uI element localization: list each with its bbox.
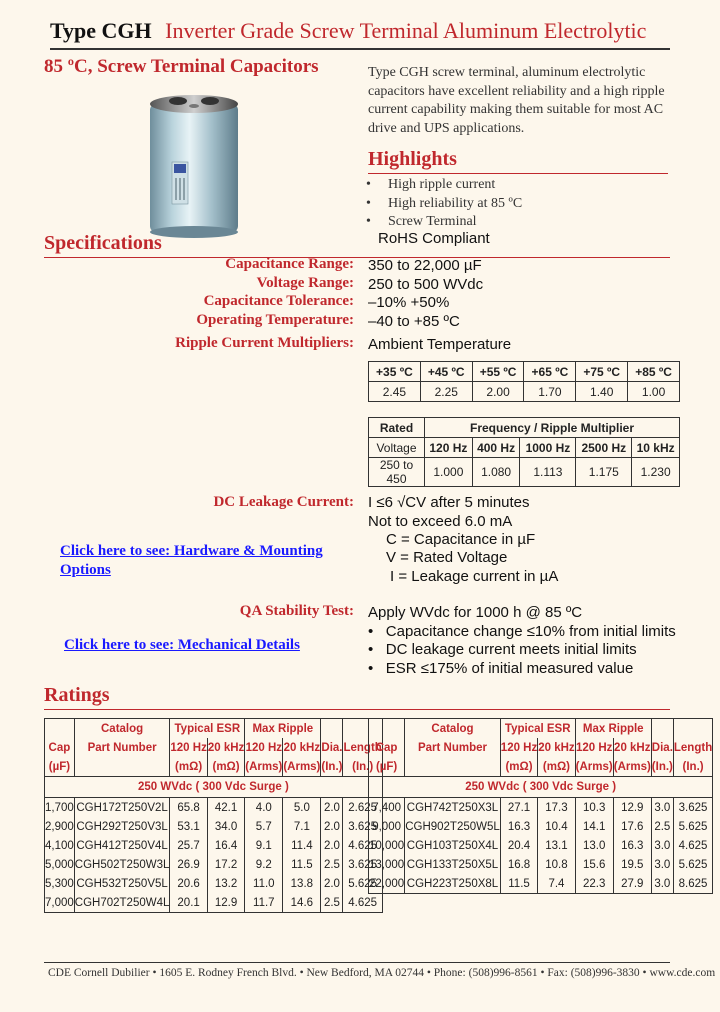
- table-cell: 27.1: [500, 798, 537, 818]
- table-header-row: [369, 757, 713, 777]
- table-cell: 12.9: [613, 798, 651, 818]
- capacitance-value: 350 to 22,000 µF: [368, 257, 482, 274]
- table-cell: 15.6: [575, 855, 613, 874]
- highlight-item: • Screw Terminal: [366, 213, 522, 232]
- temperature-multiplier-table: [368, 361, 680, 402]
- table-cell: 11.4: [283, 836, 321, 855]
- table-row: [45, 893, 383, 913]
- table-cell: 20.1: [170, 893, 207, 913]
- table-cell: 2.5: [321, 855, 343, 874]
- footer-divider: [44, 962, 670, 963]
- hardware-mounting-link[interactable]: Click here to see: Hardware & Mounting: [60, 543, 323, 559]
- table-cell: CGH223T250X8L: [405, 874, 501, 894]
- table-cell: 5,300: [45, 877, 74, 890]
- table-cell: 250 WVdc ( 300 Vdc Surge ): [465, 781, 617, 793]
- table-cell: 25.7: [170, 836, 207, 855]
- table-cell: 7,400: [369, 798, 405, 818]
- specifications-heading: Specifications: [44, 232, 162, 254]
- table-row: [45, 836, 383, 855]
- table-cell: CGH902T250W5L: [405, 817, 501, 836]
- table-cell: 12.9: [207, 893, 244, 913]
- table-cell: (Arms): [613, 757, 651, 777]
- table-cell: 2.5: [651, 817, 673, 836]
- table-cell: 10.3: [575, 798, 613, 818]
- table-cell: Length: [673, 738, 712, 757]
- table-cell: CGH292T250V3L: [74, 817, 170, 836]
- table-header-row: [45, 757, 383, 777]
- table-cell: 4.0: [245, 798, 283, 818]
- table-cell: 4.625: [673, 836, 712, 855]
- highlight-item: • High reliability at 85 ºC: [366, 195, 522, 214]
- table-cell: 5.625: [343, 874, 382, 893]
- table-cell: 19.5: [613, 855, 651, 874]
- table-cell: 22,000: [369, 877, 405, 890]
- qa-item-text: DC leakage current meets initial limits: [385, 641, 637, 658]
- ripple-label: Ripple Current Multipliers:: [175, 335, 354, 351]
- table-cell: 250 to 450: [369, 458, 425, 487]
- capacitor-photo: [142, 90, 246, 240]
- specifications-divider: [44, 257, 670, 258]
- temperature-label: Operating Temperature:: [196, 312, 354, 328]
- table-cell: 14.6: [283, 893, 321, 913]
- table-cell: [651, 719, 673, 739]
- table-cell: [321, 719, 343, 739]
- table-cell: 13.8: [283, 874, 321, 893]
- table-cell: 10.8: [538, 855, 575, 874]
- table-header-row: [45, 719, 383, 739]
- table-cell: 3.625: [343, 855, 382, 874]
- voltage-value: 250 to 500 WVdc: [368, 276, 484, 293]
- frequency-multiplier-table: [368, 417, 680, 487]
- table-row: [369, 798, 713, 818]
- table-cell: 13.0: [575, 836, 613, 855]
- intro-paragraph: Type CGH screw terminal, aluminum electrolytic capacitors have excellent reliability and a high ripple current capability making them suitable for most AC drive and UPS applications.: [368, 65, 665, 136]
- qa-label: QA Stability Test:: [239, 603, 354, 619]
- table-cell: CGH532T250V5L: [74, 874, 170, 893]
- table-cell: 2.45: [369, 382, 421, 402]
- page-subtitle: 85 ºC, Screw Terminal Capacitors: [44, 56, 319, 77]
- ratings-table-right: [368, 718, 713, 894]
- table-row: [369, 458, 680, 487]
- capacitance-label: Capacitance Range:: [225, 256, 354, 272]
- table-cell: 120 Hz: [170, 738, 207, 757]
- hardware-mounting-link-options[interactable]: Options: [60, 562, 111, 578]
- table-row: [45, 817, 383, 836]
- page-title: [50, 18, 646, 44]
- table-cell: 17.2: [207, 855, 244, 874]
- table-cell: 20 kHz: [538, 738, 575, 757]
- table-cell: 3.625: [673, 798, 712, 818]
- table-cell: 3.0: [651, 855, 673, 874]
- table-cell: 20 kHz: [283, 738, 321, 757]
- table-cell: 8.625: [673, 874, 712, 894]
- qa-item: • DC leakage current meets initial limits: [368, 641, 637, 658]
- table-cell: 1.230: [632, 458, 680, 487]
- table-cell: 1.000: [425, 458, 473, 487]
- ratings-heading: Ratings: [44, 684, 110, 706]
- table-cell: Voltage: [369, 438, 425, 458]
- table-cell: 9.2: [245, 855, 283, 874]
- table-cell: [405, 757, 501, 777]
- table-cell: Dia.: [321, 738, 343, 757]
- table-cell: Cap: [375, 741, 398, 754]
- table-cell: [369, 719, 405, 739]
- table-cell: 4.625: [343, 893, 382, 913]
- table-cell: 20.4: [500, 836, 537, 855]
- highlights-divider: [368, 173, 668, 174]
- table-cell: 2.25: [420, 382, 472, 402]
- table-cell: 34.0: [207, 817, 244, 836]
- table-cell: 1.113: [520, 458, 576, 487]
- table-cell: 27.9: [613, 874, 651, 894]
- table-cell: (In.): [343, 757, 382, 777]
- table-cell: 11.5: [500, 874, 537, 894]
- table-cell: Catalog: [405, 719, 501, 739]
- table-cell: 14.1: [575, 817, 613, 836]
- table-cell: 26.9: [170, 855, 207, 874]
- table-cell: 10.4: [538, 817, 575, 836]
- leakage-line: Not to exceed 6.0 mA: [368, 513, 513, 530]
- table-cell: 16.3: [500, 817, 537, 836]
- table-cell: CGH742T250X3L: [405, 798, 501, 818]
- ratings-table-left: [44, 718, 383, 913]
- qa-intro: Apply WVdc for 1000 h @ 85 ºC: [368, 604, 583, 621]
- surge-row: [369, 777, 713, 798]
- table-cell: Rated: [369, 418, 425, 438]
- highlight-item: • High ripple current: [366, 176, 522, 195]
- table-cell: (In.): [673, 757, 712, 777]
- table-cell: 20.6: [170, 874, 207, 893]
- table-cell: Cap: [48, 741, 71, 754]
- table-row: [369, 817, 713, 836]
- table-cell: 2,900: [45, 820, 74, 833]
- table-cell: 7,000: [45, 896, 74, 909]
- table-cell: 2.0: [321, 798, 343, 818]
- table-cell: 13,000: [369, 858, 405, 871]
- qa-item: • ESR ≤175% of initial measured value: [368, 660, 634, 677]
- table-cell: 42.1: [207, 798, 244, 818]
- table-cell: 9.1: [245, 836, 283, 855]
- leakage-line: I ≤6 √CV after 5 minutes: [368, 494, 530, 511]
- table-header-row: [369, 738, 713, 757]
- table-cell: 20 kHz: [207, 738, 244, 757]
- table-header-row: [369, 362, 680, 382]
- table-cell: 17.3: [538, 798, 575, 818]
- table-cell: 2500 Hz: [576, 438, 632, 458]
- table-cell: (µF): [369, 757, 405, 777]
- table-cell: 4,100: [45, 839, 74, 852]
- table-row: [369, 874, 713, 894]
- rohs-compliant: RoHS Compliant: [378, 230, 490, 247]
- table-cell: Catalog: [74, 719, 170, 739]
- table-row: [45, 798, 383, 818]
- table-cell: 17.6: [613, 817, 651, 836]
- table-cell: (In.): [321, 757, 343, 777]
- ratings-divider: [44, 709, 670, 710]
- table-cell: (Arms): [575, 757, 613, 777]
- table-cell: CGH502T250W3L: [74, 855, 170, 874]
- table-cell: 7.4: [538, 874, 575, 894]
- table-cell: 1.175: [576, 458, 632, 487]
- table-cell: 5.625: [673, 817, 712, 836]
- table-cell: [673, 719, 712, 739]
- surge-row: [45, 777, 383, 798]
- table-cell: 400 Hz: [472, 438, 520, 458]
- table-cell: +65 ºC: [524, 362, 576, 382]
- table-cell: 2.0: [321, 874, 343, 893]
- leakage-line: V = Rated Voltage: [386, 549, 508, 566]
- table-cell: 2.0: [321, 817, 343, 836]
- table-cell: (Arms): [245, 757, 283, 777]
- mechanical-details-link[interactable]: Click here to see: Mechanical Details: [64, 637, 300, 653]
- table-cell: +55 ºC: [472, 362, 524, 382]
- table-cell: 11.0: [245, 874, 283, 893]
- table-cell: 120 Hz: [500, 738, 537, 757]
- table-cell: 3.625: [343, 817, 382, 836]
- table-cell: 1000 Hz: [520, 438, 576, 458]
- table-cell: 2.5: [321, 893, 343, 913]
- table-cell: +75 ºC: [576, 362, 628, 382]
- table-cell: 11.5: [283, 855, 321, 874]
- table-cell: 22.3: [575, 874, 613, 894]
- footer-contact: CDE Cornell Dubilier • 1605 E. Rodney French Blvd. • New Bedford, MA 02744 • Phone: (508)996-8561 • Fax: (508)996-3830 • www.cde.com: [48, 967, 716, 979]
- table-cell: 11.7: [245, 893, 283, 913]
- table-cell: [45, 719, 75, 739]
- table-cell: 1.080: [472, 458, 520, 487]
- table-cell: Typical ESR: [170, 719, 245, 739]
- qa-item: • Capacitance change ≤10% from initial limits: [368, 623, 676, 640]
- table-cell: 20 kHz: [613, 738, 651, 757]
- table-cell: 13.1: [538, 836, 575, 855]
- leakage-label: DC Leakage Current:: [213, 494, 354, 510]
- table-cell: 1.00: [628, 382, 680, 402]
- table-cell: Dia.: [651, 738, 673, 757]
- table-cell: 1.70: [524, 382, 576, 402]
- table-cell: +35 ºC: [369, 362, 421, 382]
- table-cell: 4.625: [343, 836, 382, 855]
- table-cell: 10 kHz: [632, 438, 680, 458]
- highlights-heading: Highlights: [368, 148, 457, 170]
- table-cell: 53.1: [170, 817, 207, 836]
- table-cell: 120 Hz: [575, 738, 613, 757]
- table-cell: +45 ºC: [420, 362, 472, 382]
- qa-item-text: Capacitance change ≤10% from initial limits: [385, 623, 676, 640]
- table-cell: 1,700: [45, 798, 75, 818]
- table-cell: (mΩ): [170, 757, 207, 777]
- table-cell: Part Number: [74, 738, 170, 757]
- table-cell: CGH172T250V2L: [74, 798, 170, 818]
- table-cell: 5.7: [245, 817, 283, 836]
- tolerance-value: –10% +50%: [368, 294, 450, 311]
- table-cell: 16.4: [207, 836, 244, 855]
- table-cell: CGH133T250X5L: [405, 855, 501, 874]
- title-divider: [50, 48, 670, 50]
- table-cell: 3.0: [651, 836, 673, 855]
- series-title: Inverter Grade Screw Terminal Aluminum Electrolytic: [165, 18, 647, 43]
- table-row: [369, 382, 680, 402]
- table-cell: 2.0: [321, 836, 343, 855]
- table-cell: 65.8: [170, 798, 207, 818]
- table-cell: +85 ºC: [628, 362, 680, 382]
- table-cell: CGH412T250V4L: [74, 836, 170, 855]
- leakage-line: I = Leakage current in µA: [390, 568, 559, 585]
- table-cell: (µF): [45, 757, 75, 777]
- table-cell: 9,000: [372, 820, 401, 833]
- table-header-row: [369, 438, 680, 458]
- table-row: [45, 874, 383, 893]
- table-cell: Max Ripple: [575, 719, 651, 739]
- qa-item-text: ESR ≤175% of initial measured value: [385, 660, 634, 677]
- table-cell: 2.00: [472, 382, 524, 402]
- table-cell: 3.0: [651, 874, 673, 894]
- table-cell: 10,000: [369, 839, 405, 852]
- table-cell: 1.40: [576, 382, 628, 402]
- table-cell: (mΩ): [500, 757, 537, 777]
- table-cell: [74, 757, 170, 777]
- table-cell: 250 WVdc ( 300 Vdc Surge ): [137, 781, 289, 793]
- table-row: [45, 855, 383, 874]
- table-cell: Max Ripple: [245, 719, 321, 739]
- table-cell: Part Number: [405, 738, 501, 757]
- table-header-row: [369, 719, 713, 739]
- table-cell: 3.0: [651, 798, 673, 818]
- table-cell: Length: [343, 738, 382, 757]
- table-cell: (Arms): [283, 757, 321, 777]
- table-cell: (In.): [651, 757, 673, 777]
- table-cell: 7.1: [283, 817, 321, 836]
- leakage-line: C = Capacitance in µF: [386, 531, 536, 548]
- table-header-row: [45, 738, 383, 757]
- table-cell: Frequency / Ripple Multiplier: [425, 418, 680, 438]
- table-cell: Typical ESR: [500, 719, 575, 739]
- table-cell: 2.625: [343, 798, 382, 818]
- table-cell: CGH103T250X4L: [405, 836, 501, 855]
- table-row: [369, 855, 713, 874]
- table-cell: (mΩ): [538, 757, 575, 777]
- table-cell: CGH702T250W4L: [74, 893, 170, 913]
- table-cell: 16.8: [500, 855, 537, 874]
- table-cell: 13.2: [207, 874, 244, 893]
- table-header-row: [369, 418, 680, 438]
- highlights-list: [366, 176, 522, 232]
- table-cell: 5,000: [45, 858, 74, 871]
- ripple-value: Ambient Temperature: [368, 336, 512, 353]
- table-cell: (mΩ): [207, 757, 244, 777]
- temperature-value: –40 to +85 ºC: [368, 313, 460, 330]
- voltage-label: Voltage Range:: [256, 275, 354, 291]
- table-cell: 16.3: [613, 836, 651, 855]
- table-row: [369, 836, 713, 855]
- series-type: Type CGH: [50, 18, 152, 43]
- tolerance-label: Capacitance Tolerance:: [203, 293, 354, 309]
- table-cell: 120 Hz: [245, 738, 283, 757]
- table-cell: 5.0: [283, 798, 321, 818]
- table-cell: 5.625: [673, 855, 712, 874]
- table-cell: 120 Hz: [425, 438, 473, 458]
